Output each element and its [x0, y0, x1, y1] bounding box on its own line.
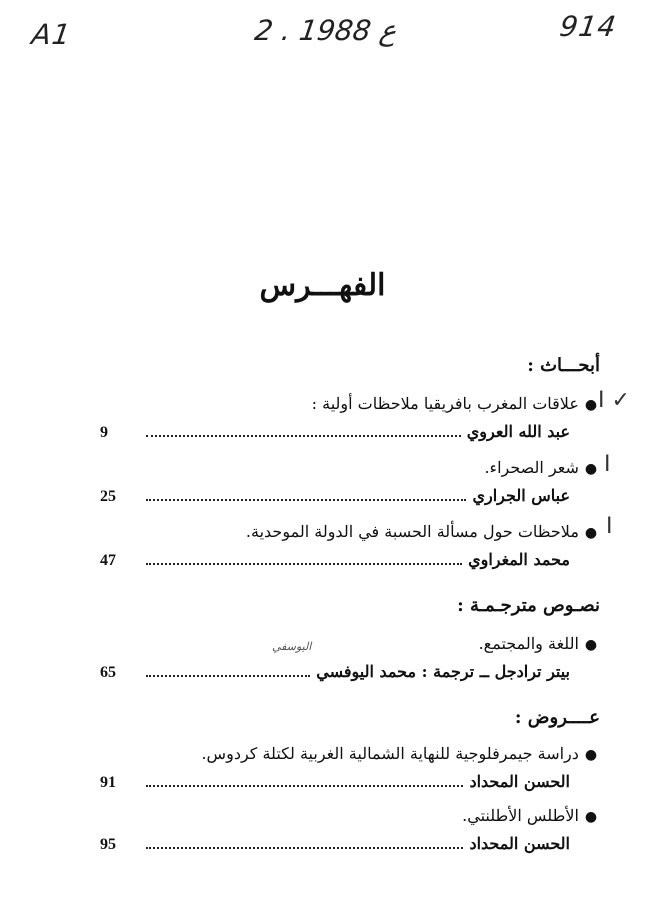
- handwritten-number-right: 914: [557, 10, 619, 43]
- toc-entry: [100, 630, 600, 686]
- toc-entry: [100, 518, 600, 574]
- entry-title-text: الأطلس الأطلنتي.: [462, 806, 579, 825]
- toc-entry: [100, 802, 600, 858]
- entry-title-text: شعر الصحراء.: [484, 458, 579, 477]
- entry-page-number: 47: [100, 552, 116, 569]
- section-heading: أبحـــاث :: [527, 355, 600, 376]
- section-heading: عــــروض :: [514, 707, 600, 728]
- entry-title: [100, 454, 600, 482]
- entry-page-number: 91: [100, 774, 116, 791]
- bullet-icon: ●: [584, 397, 598, 413]
- entry-author-row: [100, 482, 600, 510]
- entry-author: الحسن المحداد: [469, 772, 570, 791]
- entry-title: [100, 630, 600, 658]
- leader-dots: [146, 547, 462, 565]
- entry-title: [100, 518, 600, 546]
- leader-dots: [146, 769, 463, 787]
- entry-author: محمد المغراوي: [468, 550, 570, 569]
- entry-title: [100, 390, 600, 418]
- margin-mark: I: [606, 514, 613, 539]
- entry-author-row: [100, 418, 600, 446]
- leader-dots: [146, 419, 461, 437]
- entry-author-row: [100, 546, 600, 574]
- entry-author-row: [100, 658, 600, 686]
- entry-page-number: 95: [100, 836, 116, 853]
- toc-entry: [100, 740, 600, 796]
- entry-title: [100, 740, 600, 768]
- entry-author-row: [100, 768, 600, 796]
- section-heading: نصـوص مترجـمـة :: [457, 595, 600, 616]
- bullet-icon: ●: [584, 747, 598, 763]
- entry-title-text: ملاحظات حول مسألة الحسبة في الدولة الموحدية.: [245, 522, 579, 541]
- margin-mark: I ✓: [598, 388, 630, 413]
- bullet-icon: ●: [584, 461, 598, 477]
- section-reviews: [100, 704, 600, 858]
- entry-author: الحسن المحداد: [469, 834, 570, 853]
- leader-dots: [146, 659, 310, 677]
- entry-page-number: 25: [100, 488, 116, 505]
- page-title: الفهـــرس: [259, 268, 386, 303]
- bullet-icon: ●: [584, 637, 598, 653]
- margin-mark: I: [604, 452, 611, 477]
- toc-entry: [100, 390, 600, 446]
- handwritten-date: 2 . ع 1988: [252, 14, 399, 47]
- entry-author: عبد الله العروي: [466, 422, 570, 441]
- toc-entry: [100, 454, 600, 510]
- entry-title-text: علاقات المغرب بافريقيا ملاحظات أولية :: [311, 394, 579, 413]
- handwritten-annotation: اليوسفي: [272, 640, 312, 653]
- entry-author-row: [100, 830, 600, 858]
- handwritten-code-left: A1: [29, 18, 74, 51]
- bullet-icon: ●: [584, 525, 598, 541]
- leader-dots: [146, 483, 466, 501]
- entry-title-text: اللغة والمجتمع.: [478, 634, 579, 653]
- entry-page-number: 65: [100, 664, 116, 681]
- entry-author: بيتر ترادجل ــ ترجمة : محمد اليوفسي: [316, 662, 570, 681]
- entry-author: عباس الجراري: [472, 486, 570, 505]
- bullet-icon: ●: [584, 809, 598, 825]
- entry-title-text: دراسة جيمرفلوجية للنهاية الشمالية الغربية لكتلة كردوس.: [201, 744, 579, 763]
- entry-title: [100, 802, 600, 830]
- leader-dots: [146, 831, 463, 849]
- entry-page-number: 9: [100, 424, 108, 441]
- section-research: [100, 352, 600, 574]
- section-translated-texts: [100, 592, 600, 686]
